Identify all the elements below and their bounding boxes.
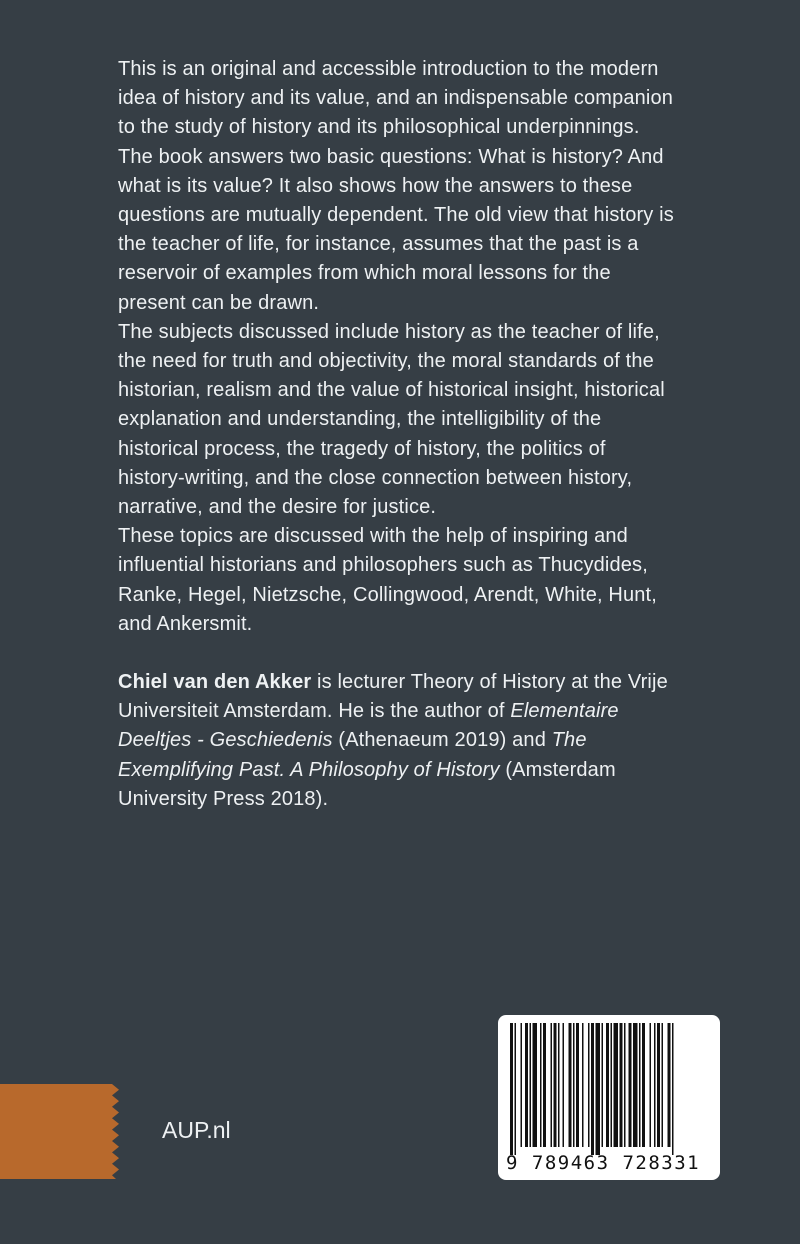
barcode-bar: [620, 1023, 623, 1147]
barcode-bar: [624, 1023, 626, 1147]
barcode-bar: [588, 1023, 590, 1147]
barcode-bar: [591, 1023, 594, 1155]
back-cover-blurb: [118, 55, 678, 814]
barcode-bar: [573, 1023, 575, 1147]
description-paragraph-2: The book answers two basic questions: What is history? And what is its value? It also shows how the answers to these questions are mutually dependent. The old view that history is the teacher of life, for instance, assumes that the past is a reservoir of examples from which moral lessons for the present can be drawn.: [118, 145, 674, 314]
barcode-bar: [515, 1023, 517, 1155]
barcode-bar: [629, 1023, 632, 1147]
barcode-bar: [614, 1023, 619, 1147]
barcode-bar: [540, 1023, 542, 1147]
barcode-bar: [563, 1023, 565, 1147]
barcode-bar: [569, 1023, 572, 1147]
bio-text-1: is lecturer Theory of History at the Vrije Universiteit Amsterdam. He is the author of: [118, 671, 668, 723]
author-name: Chiel van den Akker: [118, 671, 312, 694]
book-title-1: Elementaire Deeltjes - Geschiedenis: [118, 700, 619, 752]
publisher-tab-decoration: [0, 1084, 120, 1179]
barcode-bar: [551, 1023, 553, 1147]
bio-text-3: (Amsterdam University Press 2018).: [118, 758, 616, 810]
barcode-bar: [554, 1023, 557, 1147]
barcode-bar: [558, 1023, 560, 1147]
barcode-bar: [525, 1023, 528, 1147]
barcode-bar: [530, 1023, 532, 1147]
barcode-bar: [510, 1023, 513, 1155]
isbn-number: 9 789463 728331: [506, 1152, 701, 1174]
isbn-barcode: [498, 1015, 720, 1180]
description-paragraph-4: These topics are discussed with the help of inspiring and influential historians and philosophers such as Thucydides, Ranke, Hegel, Nietzsche, Collingwood, Arendt, White, Hunt, and Ankersmit.: [118, 525, 657, 635]
barcode-bar: [521, 1023, 523, 1147]
barcode-bar: [650, 1023, 652, 1147]
barcode-bar: [657, 1023, 660, 1147]
description-paragraph-3: The subjects discussed include history as the teacher of life, the need for truth and objectivity, the moral standards of the historian, realism and the value of historical insight, historical explanation and understanding, the intelligibility of the historical process, the tragedy of history, the politics of history-writing, and the close connection between history, narrative, and the desire for justice.: [118, 320, 665, 519]
author-bio: [118, 668, 678, 814]
bio-text-2: (Athenaeum 2019) and: [332, 729, 552, 752]
barcode-bar: [642, 1023, 645, 1147]
barcode-bar: [606, 1023, 609, 1147]
barcode-bar: [662, 1023, 664, 1147]
description-paragraph-1: This is an original and accessible introduction to the modern idea of history and its value, and an indispensable companion to the study of history and its philosophical underpinnings.: [118, 58, 674, 139]
barcode-bar: [543, 1023, 546, 1147]
book-title-2: The Exemplifying Past. A Philosophy of History: [118, 729, 587, 781]
barcode-bar: [639, 1023, 641, 1147]
barcode-bar: [672, 1023, 674, 1155]
barcode-bar: [582, 1023, 584, 1147]
barcode-bar: [611, 1023, 613, 1147]
publisher-link[interactable]: AUP.nl: [162, 1117, 231, 1143]
barcode-bar: [654, 1023, 656, 1147]
barcode-bar: [596, 1023, 601, 1155]
barcode-bar: [602, 1023, 604, 1147]
barcode-bar: [668, 1023, 671, 1147]
barcode-bar: [633, 1023, 638, 1147]
barcode-bar: [533, 1023, 538, 1147]
barcode-bar: [576, 1023, 579, 1147]
